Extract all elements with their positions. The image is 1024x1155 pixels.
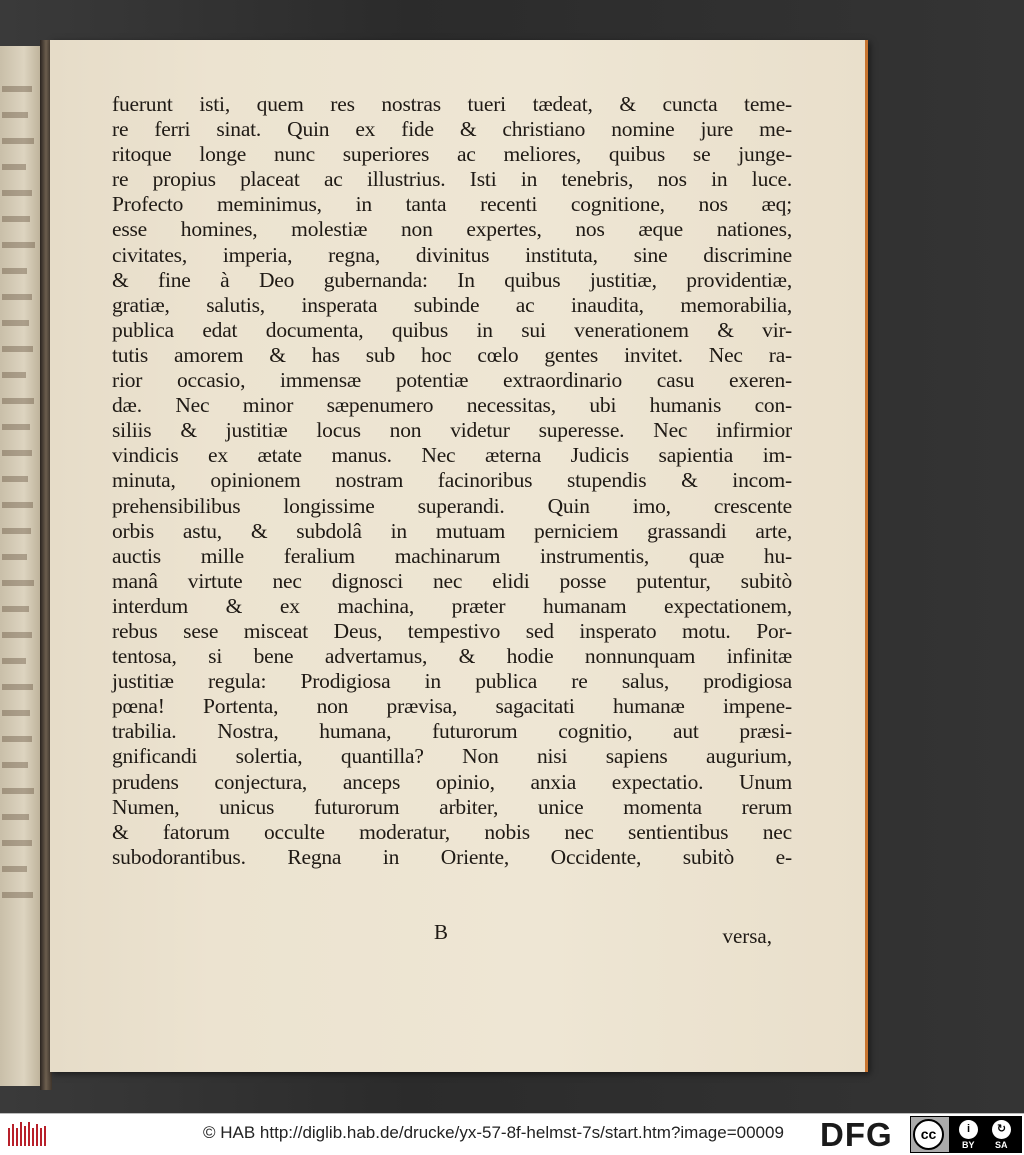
text-line: prudens conjectura, anceps opinio, anxia expectatio. Unum [112,769,792,794]
text-line: gratiæ, salutis, insperata subinde ac inaudita, memorabilia, [112,292,792,317]
cc-share-alike-icon: ↻ [992,1120,1011,1139]
cc-by-label: BY [962,1140,975,1150]
text-line: prehensibilibus longissime superandi. Quin imo, crescente [112,493,792,518]
text-line: publica edat documenta, quibus in sui venerationem & vir- [112,317,792,342]
text-line: orbis astu, & subdolâ in mutuam perniciem grassandi arte, [112,518,792,543]
text-line: Profecto meminimus, in tanta recenti cognitione, nos æq; [112,192,792,217]
text-line: rior occasio, immensæ potentiæ extraordinario casu exeren- [112,368,792,393]
text-line: civitates, imperia, regna, divinitus instituta, sine discrimine [112,242,792,267]
text-line: auctis mille feralium machinarum instrumentis, quæ hu- [112,543,792,568]
cc-by-attribution-icon: i [959,1120,978,1139]
text-line: trabilia. Nostra, humana, futurorum cognitio, aut præsi- [112,719,792,744]
book-page [50,40,868,1072]
text-line: re propius placeat ac illustrius. Isti in tenebris, nos in luce. [112,167,792,192]
text-line: & fatorum occulte moderatur, nobis nec sentientibus nec [112,819,792,844]
text-line: & fine à Deo gubernanda: In quibus justitiæ, providentiæ, [112,267,792,292]
text-line: gnificandi solertia, quantilla? Non nisi sapiens augurium, [112,744,792,769]
copyright-link[interactable]: © HAB http://diglib.hab.de/drucke/yx-57-8f-helmst-7s/start.htm?image=00009 [203,1123,784,1142]
hab-library-logo-icon[interactable] [6,1120,48,1148]
text-line: re ferri sinat. Quin ex fide & christiano nomine jure me- [112,117,792,142]
page-body-text [112,92,792,870]
text-line: esse homines, molestiæ non expertes, nos æque nationes, [112,217,792,242]
text-line: vindicis ex ætate manus. Nec æterna Judicis sapientia im- [112,443,792,468]
cc-license-badge[interactable] [910,1116,1022,1153]
text-line: siliis & justitiæ locus non videtur superesse. Nec infirmior [112,418,792,443]
text-line: pœna! Portenta, non prævisa, sagacitati humanæ impene- [112,694,792,719]
signature-mark: B [434,920,449,944]
viewer-footer-bar [0,1113,1024,1155]
text-line: justitiæ regula: Prodigiosa in publica re salus, prodigiosa [112,669,792,694]
text-line: fuerunt isti, quem res nostras tueri tædeat, & cuncta teme- [112,92,792,116]
previous-page-edge [0,46,42,1086]
cc-icon: cc [913,1119,944,1150]
dfg-logo[interactable]: DFG [820,1116,893,1153]
text-line: tutis amorem & has sub hoc cœlo gentes invitet. Nec ra- [112,342,792,367]
text-line: manâ virtute nec dignosci nec elidi posse putentur, subitò [112,568,792,593]
catchword: versa, [722,924,772,948]
text-line: rebus sese misceat Deus, tempestivo sed insperato motu. Por- [112,618,792,643]
text-line: minuta, opinionem nostram facinoribus stupendis & incom- [112,468,792,493]
text-line: subodorantibus. Regna in Oriente, Occidente, subitò e- [112,844,792,869]
text-line: dæ. Nec minor sæpenumero necessitas, ubi humanis con- [112,393,792,418]
page-footer [112,920,792,948]
text-line: interdum & ex machina, præter humanam expectationem, [112,593,792,618]
cc-by-sa-panel [949,1117,1021,1152]
text-line: tentosa, si bene advertamus, & hodie nonnunquam infinitæ [112,644,792,669]
cc-sa-label: SA [995,1140,1008,1150]
text-line: ritoque longe nunc superiores ac meliores, quibus se junge- [112,142,792,167]
text-line: Numen, unicus futurorum arbiter, unice momenta rerum [112,794,792,819]
